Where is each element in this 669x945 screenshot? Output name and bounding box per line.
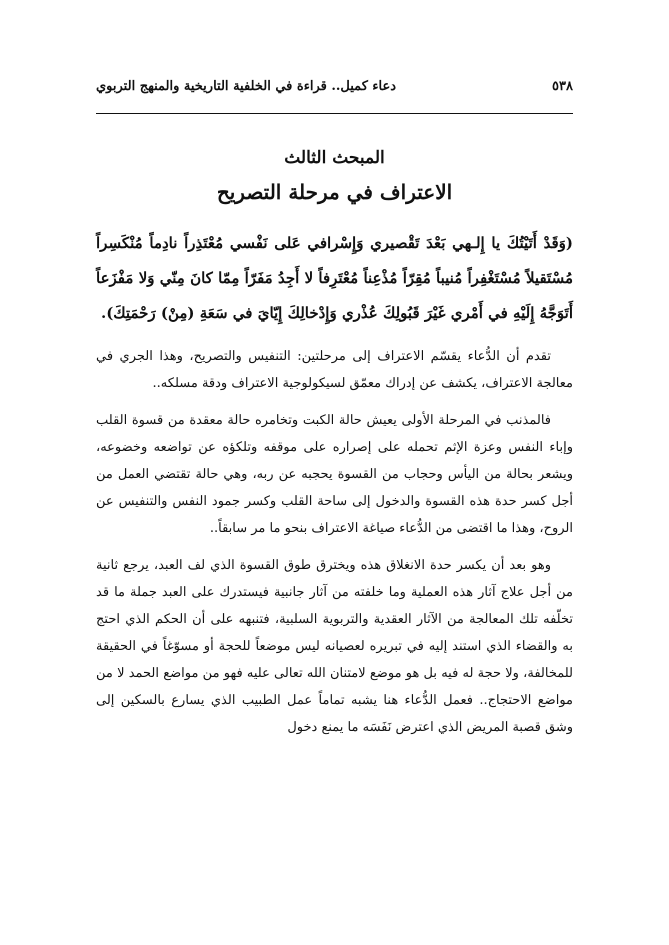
section-label: المبحث الثالث: [284, 148, 385, 168]
page-number: ٥٣٨: [552, 78, 573, 94]
supplication-quote: (وَقَدْ أَتَيْتُكَ يا إِلـهي بَعْدَ تَقْصيري وَإِسْرافي عَلى نَفْسي مُعْتَذِراً نادِماً مُنْكَسِراً مُسْتَقيلاً مُسْتَغْفِراً مُنيباً مُقِرّاً مُذْعِناً مُعْتَرِفاً لا أَجِدُ مَفَرّاً مِمّا كانَ مِنّي وَلا مَفْزَعاً أَتَوَجَّهُ إِلَيْهِ في أَمْري غَيْرَ قَبُولِكَ عُذْري وَإِدْخالِكَ إِيّايَ في سَعَةِ (مِنْ) رَحْمَتِكَ).: [96, 234, 573, 322]
running-title: دعاء كميل.. قراءة في الخلفية التاريخية والمنهج التربوي: [96, 78, 397, 94]
body-text: [96, 226, 573, 751]
running-header: [96, 72, 573, 100]
paragraph-1: تقدم أن الدُّعاء يقسّم الاعتراف إلى مرحلتين: التنفيس والتصريح، وهذا الجري في معالجة الاعتراف، يكشف عن إدراك معمّق لسيكولوجية الاعتراف ودقة مسلكه..: [96, 349, 573, 391]
section-title: الاعتراف في مرحلة التصريح: [216, 180, 453, 204]
paragraph-2: فالمذنب في المرحلة الأولى يعيش حالة الكبت وتخامره حالة معقدة من قسوة القلب وإباء النفس وعزة الإثم تحمله على إصراره على موقفه وتلكؤه عن تواضعه وخضوعه، ويشعر بحالة من اليأس وحجاب من القسوة يحجبه عن ربه، وهي حالة تقتضي العمل من أجل كسر حدة هذه القسوة والدخول إلى ساحة القلب وكسر جمود النفس والتنفيس عن الروح، وهذا ما اقتضى من الدُّعاء صياغة الاعتراف بنحو ما مر سابقاً..: [96, 413, 573, 536]
header-divider: [96, 113, 573, 114]
paragraph-3: وهو بعد أن يكسر حدة الانغلاق هذه ويخترق طوق القسوة الذي لف العبد، يرجع ثانية من أجل علاج آثار هذه العملية وما خلفته من آثار جانبية فيستدرك على العبد جملة ما قد تخلّفه تلك المعالجة من الآثار العقدية والتربوية السلبية، فتنبهه على أن الحكم الذي احتج به والقضاء الذي استند إليه في تبريره لعصيانه ليس موضعاً للحجة أو مسوّغاً في الحقيقة للمخالفة، ولا حجة له فيه بل هو موضع لامتنان الله تعالى عليه فهو من مواضع الحمد لا من مواضع الاحتجاج.. فعمل الدُّعاء هنا يشبه تماماً عمل الطبيب الذي يسارع بالسكين إلى وشق قصبة المريض الذي اعترض نَفَسَه ما يمنع دخول: [96, 558, 573, 735]
